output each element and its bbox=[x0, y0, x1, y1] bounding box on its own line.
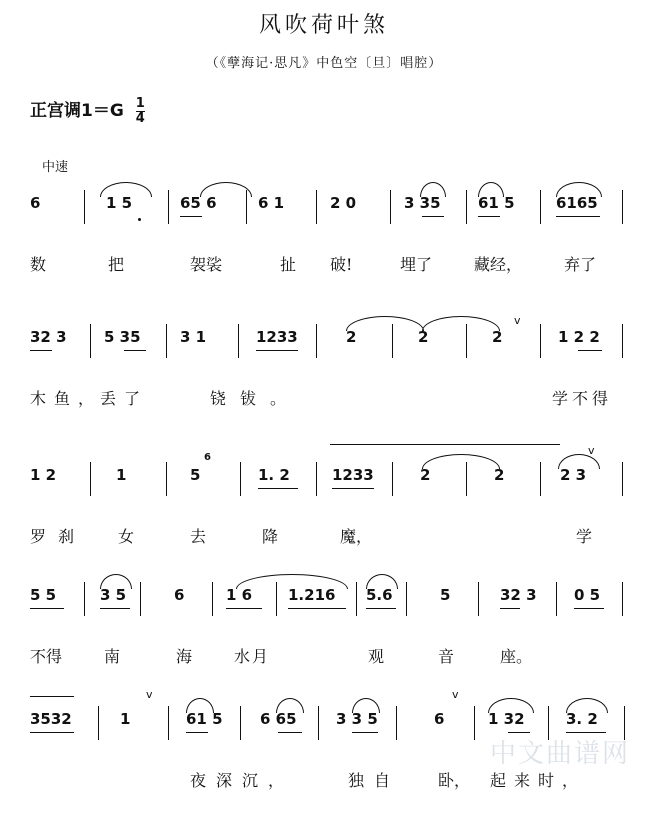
underline bbox=[186, 732, 208, 733]
measure: 2 bbox=[346, 328, 357, 346]
underline bbox=[366, 608, 396, 609]
underline bbox=[256, 350, 298, 351]
barline bbox=[474, 706, 475, 740]
barline bbox=[466, 462, 467, 496]
barline bbox=[240, 462, 241, 496]
barline bbox=[90, 324, 91, 358]
measure: 3 3 5 bbox=[336, 710, 378, 728]
barline bbox=[166, 462, 167, 496]
underline bbox=[556, 216, 600, 217]
lyric: 降 bbox=[262, 527, 279, 546]
breath-mark: v bbox=[146, 688, 153, 701]
lyric: 把 bbox=[108, 255, 125, 274]
tie-line bbox=[330, 444, 560, 445]
notes-line bbox=[0, 444, 648, 518]
measure: 0 5 bbox=[574, 586, 601, 604]
measure: 2 0 bbox=[330, 194, 357, 212]
site-watermark: 中文曲谱网 bbox=[489, 739, 630, 769]
time-signature bbox=[136, 97, 145, 126]
barline bbox=[466, 190, 467, 224]
underline bbox=[478, 216, 500, 217]
measure: 6 65 bbox=[260, 710, 297, 728]
measure: 1233 bbox=[332, 466, 374, 484]
measure: 5.6 bbox=[366, 586, 393, 604]
slur bbox=[422, 316, 500, 331]
slur bbox=[346, 316, 424, 331]
measure: 2 bbox=[418, 328, 429, 346]
time-numerator: 1 bbox=[135, 95, 145, 111]
grace-note: 6 bbox=[204, 452, 211, 463]
measure: 2 bbox=[420, 466, 431, 484]
lyric: 夜深沉， bbox=[190, 771, 295, 790]
underline bbox=[352, 732, 378, 733]
notes-line bbox=[0, 314, 648, 380]
lyric: 水月 bbox=[234, 647, 271, 666]
barline bbox=[212, 582, 213, 616]
barline bbox=[98, 706, 99, 740]
lyrics-line bbox=[0, 644, 648, 674]
barline bbox=[168, 190, 169, 224]
measure: 1.216 bbox=[288, 586, 336, 604]
lyric: 袈裟 bbox=[190, 255, 223, 274]
barline bbox=[356, 582, 357, 616]
lyric: 学 bbox=[576, 527, 593, 546]
score-row-4 bbox=[0, 578, 648, 698]
barline bbox=[316, 462, 317, 496]
slur bbox=[422, 454, 500, 469]
song-subtitle: （《孽海记·思凡》中色空〔旦〕唱腔） bbox=[205, 56, 443, 71]
barline bbox=[396, 706, 397, 740]
tie-line bbox=[30, 696, 74, 697]
barline bbox=[466, 324, 467, 358]
barline bbox=[540, 462, 541, 496]
measure: 1 6 bbox=[226, 586, 253, 604]
measure: 6 bbox=[30, 194, 41, 212]
lyrics-line bbox=[0, 252, 648, 282]
lyric: 独自 bbox=[348, 771, 401, 790]
lyric: 南 bbox=[104, 647, 121, 666]
lyric: 音 bbox=[438, 647, 455, 666]
barline bbox=[90, 462, 91, 496]
measure: 1 2 2 bbox=[558, 328, 600, 346]
lyric: 起来时， bbox=[490, 771, 587, 790]
measure: 61 5 bbox=[478, 194, 515, 212]
underline bbox=[30, 608, 64, 609]
underline bbox=[288, 608, 346, 609]
barline bbox=[622, 582, 623, 616]
underline bbox=[578, 350, 602, 351]
underline bbox=[574, 608, 604, 609]
barline bbox=[540, 324, 541, 358]
lyrics-line bbox=[0, 768, 648, 798]
barline bbox=[406, 582, 407, 616]
barline bbox=[238, 324, 239, 358]
underline bbox=[332, 488, 374, 489]
measure: 61 5 bbox=[186, 710, 223, 728]
measure: 5 bbox=[190, 466, 201, 484]
lyric: 铙钹。 bbox=[210, 389, 301, 408]
barline bbox=[478, 582, 479, 616]
lyrics-line bbox=[0, 524, 648, 554]
lyric: 学不得 bbox=[552, 389, 613, 408]
measure: 2 bbox=[494, 466, 505, 484]
lyric: 藏经， bbox=[474, 255, 523, 274]
measure: 1 5 bbox=[106, 194, 133, 212]
lyric: 座。 bbox=[500, 647, 533, 666]
lyric: 海 bbox=[176, 647, 193, 666]
measure: 2 bbox=[492, 328, 503, 346]
score-row-3 bbox=[0, 444, 648, 578]
underline bbox=[226, 608, 262, 609]
measure: 6165 bbox=[556, 194, 598, 212]
lyric: 魔， bbox=[340, 527, 373, 546]
barline bbox=[240, 706, 241, 740]
underline bbox=[278, 732, 302, 733]
score-row-1 bbox=[0, 186, 648, 306]
lyric: 弃了 bbox=[564, 255, 597, 274]
measure: 3 1 bbox=[180, 328, 207, 346]
measure: 1 bbox=[120, 710, 131, 728]
barline bbox=[556, 582, 557, 616]
barline bbox=[392, 324, 393, 358]
key-signature bbox=[30, 96, 145, 126]
lyric: 卧， bbox=[438, 771, 471, 790]
barline bbox=[316, 324, 317, 358]
barline bbox=[392, 462, 393, 496]
barline bbox=[622, 190, 623, 224]
barline bbox=[390, 190, 391, 224]
measure: 3 5 bbox=[100, 586, 127, 604]
barline bbox=[540, 190, 541, 224]
lyric: 罗刹 bbox=[30, 527, 87, 546]
barline bbox=[84, 582, 85, 616]
measure: 2 3 bbox=[560, 466, 587, 484]
measure: 6 bbox=[174, 586, 185, 604]
barline bbox=[246, 190, 247, 224]
measure: 6 1 bbox=[258, 194, 285, 212]
time-denominator: 4 bbox=[135, 110, 145, 126]
underline bbox=[30, 350, 52, 351]
underline bbox=[30, 732, 74, 733]
measure: 1. 2 bbox=[258, 466, 290, 484]
tempo-marking: 中速 bbox=[42, 160, 69, 175]
measure: 5 35 bbox=[104, 328, 141, 346]
barline bbox=[318, 706, 319, 740]
barline bbox=[622, 462, 623, 496]
underline bbox=[124, 350, 146, 351]
barline bbox=[316, 190, 317, 224]
underline bbox=[422, 216, 444, 217]
lyrics-line bbox=[0, 386, 648, 416]
lyric: 破! bbox=[330, 255, 353, 274]
lyric: 木鱼， bbox=[30, 389, 103, 408]
song-title: 风吹荷叶煞 bbox=[258, 13, 389, 38]
key-label: 正宫调1＝G bbox=[30, 101, 124, 121]
measure: 1 bbox=[116, 466, 127, 484]
lyric: 不得 bbox=[30, 647, 63, 666]
barline bbox=[140, 582, 141, 616]
barline bbox=[276, 582, 277, 616]
underline bbox=[180, 216, 202, 217]
barline bbox=[84, 190, 85, 224]
barline bbox=[168, 706, 169, 740]
measure: 32 3 bbox=[30, 328, 67, 346]
breath-mark: v bbox=[514, 314, 521, 327]
measure: 3 35 bbox=[404, 194, 441, 212]
breath-mark: v bbox=[452, 688, 459, 701]
breath-mark: v bbox=[588, 444, 595, 457]
measure: 3. 2 bbox=[566, 710, 598, 728]
low-dot bbox=[138, 218, 141, 221]
barline bbox=[622, 324, 623, 358]
underline bbox=[100, 608, 130, 609]
measure: 1 32 bbox=[488, 710, 525, 728]
lyric: 埋了 bbox=[400, 255, 433, 274]
notes-line bbox=[0, 578, 648, 638]
measure: 3532 bbox=[30, 710, 72, 728]
barline bbox=[166, 324, 167, 358]
measure: 5 5 bbox=[30, 586, 57, 604]
lyric: 观 bbox=[368, 647, 385, 666]
underline bbox=[500, 608, 520, 609]
measure: 65 6 bbox=[180, 194, 217, 212]
measure: 32 3 bbox=[500, 586, 537, 604]
measure: 6 bbox=[434, 710, 445, 728]
lyric: 去 bbox=[190, 527, 207, 546]
measure: 5 bbox=[440, 586, 451, 604]
lyric: 女 bbox=[118, 527, 135, 546]
measure: 1 2 bbox=[30, 466, 57, 484]
underline bbox=[258, 488, 298, 489]
measure: 1233 bbox=[256, 328, 298, 346]
lyric: 扯 bbox=[280, 255, 297, 274]
score-row-2 bbox=[0, 314, 648, 440]
notes-line bbox=[0, 186, 648, 246]
lyric: 丢了 bbox=[100, 389, 149, 408]
lyric: 数 bbox=[30, 255, 47, 274]
